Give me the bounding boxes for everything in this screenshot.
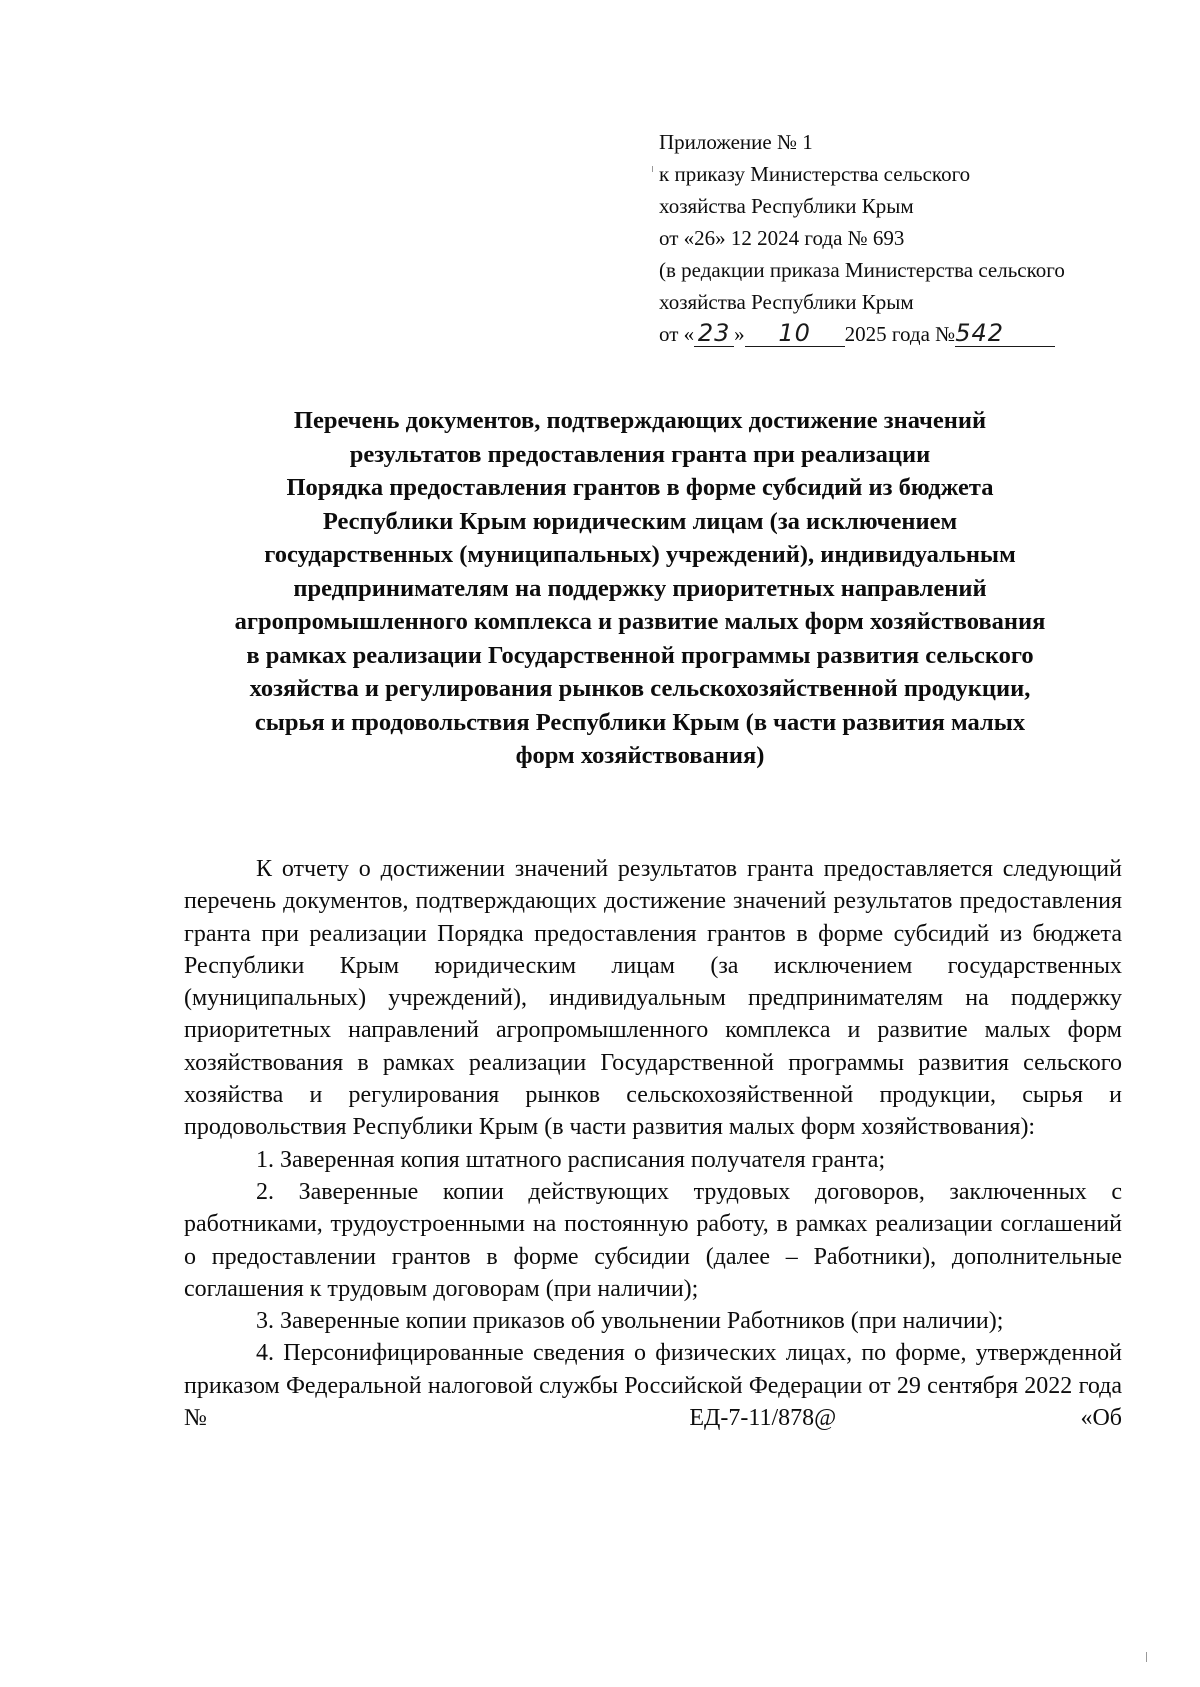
appendix-line-7	[659, 318, 1179, 350]
handwritten-month: 10	[778, 319, 811, 347]
title-line: форм хозяйствования)	[515, 742, 765, 769]
appendix-line-6: хозяйства Республики Крым	[659, 290, 914, 314]
appendix-header	[659, 126, 1179, 350]
intro-paragraph: К отчету о достижении значений результатов гранта предоставляется следующий перечень документов, подтверждающих достижение значений результатов предоставления гранта при реализации Порядка предоставления грантов в форме субсидий из бюджета Республики Крым юридическим лицам (за исключением государственных (муниципальных) учреждений), индивидуальным предпринимателям на поддержку приоритетных направлений агропромышленного комплекса и развитие малых форм хозяйствования в рамках реализации Государственной программы развития сельского хозяйства и регулирования рынков сельскохозяйственной продукции, сырья и продовольствия Республики Крым (в части развития малых форм хозяйствования):	[184, 856, 1122, 1141]
list-item-2: 2. Заверенные копии действующих трудовых договоров, заключенных с работниками, трудоустроенными на постоянную работу, в рамках реализации соглашений о предоставлении грантов в форме субсидии (далее – Работники), дополнительные соглашения к трудовым договорам (при наличии);	[184, 1178, 1122, 1302]
list-item-3: 3. Заверенные копии приказов об увольнении Работников (при наличии);	[256, 1308, 1004, 1335]
title-line: предпринимателям на поддержку приоритетных направлений	[293, 574, 987, 602]
appendix-line-4: от «26» 12 2024 года № 693	[659, 226, 905, 250]
appendix-line-5: (в редакции приказа Министерства сельского	[659, 258, 1065, 282]
handwritten-day: 23	[697, 319, 731, 347]
scan-mark	[652, 166, 653, 172]
title-line: сырья и продовольствия Республики Крым (в части развития малых	[254, 708, 1026, 736]
handwritten-month-field	[745, 321, 845, 347]
handwritten-order-number-field	[955, 321, 1055, 347]
title-line: результатов предоставления гранта при реализации	[349, 440, 931, 468]
date-year: 2025 года №	[844, 322, 956, 346]
appendix-line-3: хозяйства Республики Крым	[659, 194, 914, 218]
title-line: Республики Крым юридическим лицам (за исключением	[322, 507, 958, 535]
date-prefix: от «	[659, 322, 695, 346]
title-line: Перечень документов, подтверждающих достижение значений	[293, 407, 987, 434]
title-line: Порядка предоставления грантов в форме субсидий из бюджета	[286, 474, 994, 501]
date-quote: »	[734, 322, 745, 346]
document-title	[180, 404, 1100, 773]
list-item-1: 1. Заверенная копия штатного расписания получателя гранта;	[256, 1146, 886, 1173]
title-line: государственных (муниципальных) учреждений), индивидуальным	[264, 541, 1016, 568]
list-item-4: 4. Персонифицированные сведения о физических лицах, по форме, утвержденной приказом Федеральной налоговой службы Российской Федерации от 29 сентября 2022 года № ЕД-7-11/878@ «Об	[184, 1340, 1122, 1432]
handwritten-order-number: 542	[955, 319, 1004, 347]
appendix-line-1: Приложение № 1	[659, 130, 813, 154]
appendix-line-2: к приказу Министерства сельского	[659, 162, 971, 186]
document-body	[184, 853, 1122, 1434]
handwritten-day-field	[694, 321, 734, 347]
title-line: хозяйства и регулирования рынков сельскохозяйственной продукции,	[249, 675, 1031, 702]
title-line: агропромышленного комплекса и развитие малых форм хозяйствования	[234, 608, 1046, 635]
scan-mark	[1146, 1652, 1147, 1662]
title-line: в рамках реализации Государственной программы развития сельского	[246, 641, 1034, 669]
